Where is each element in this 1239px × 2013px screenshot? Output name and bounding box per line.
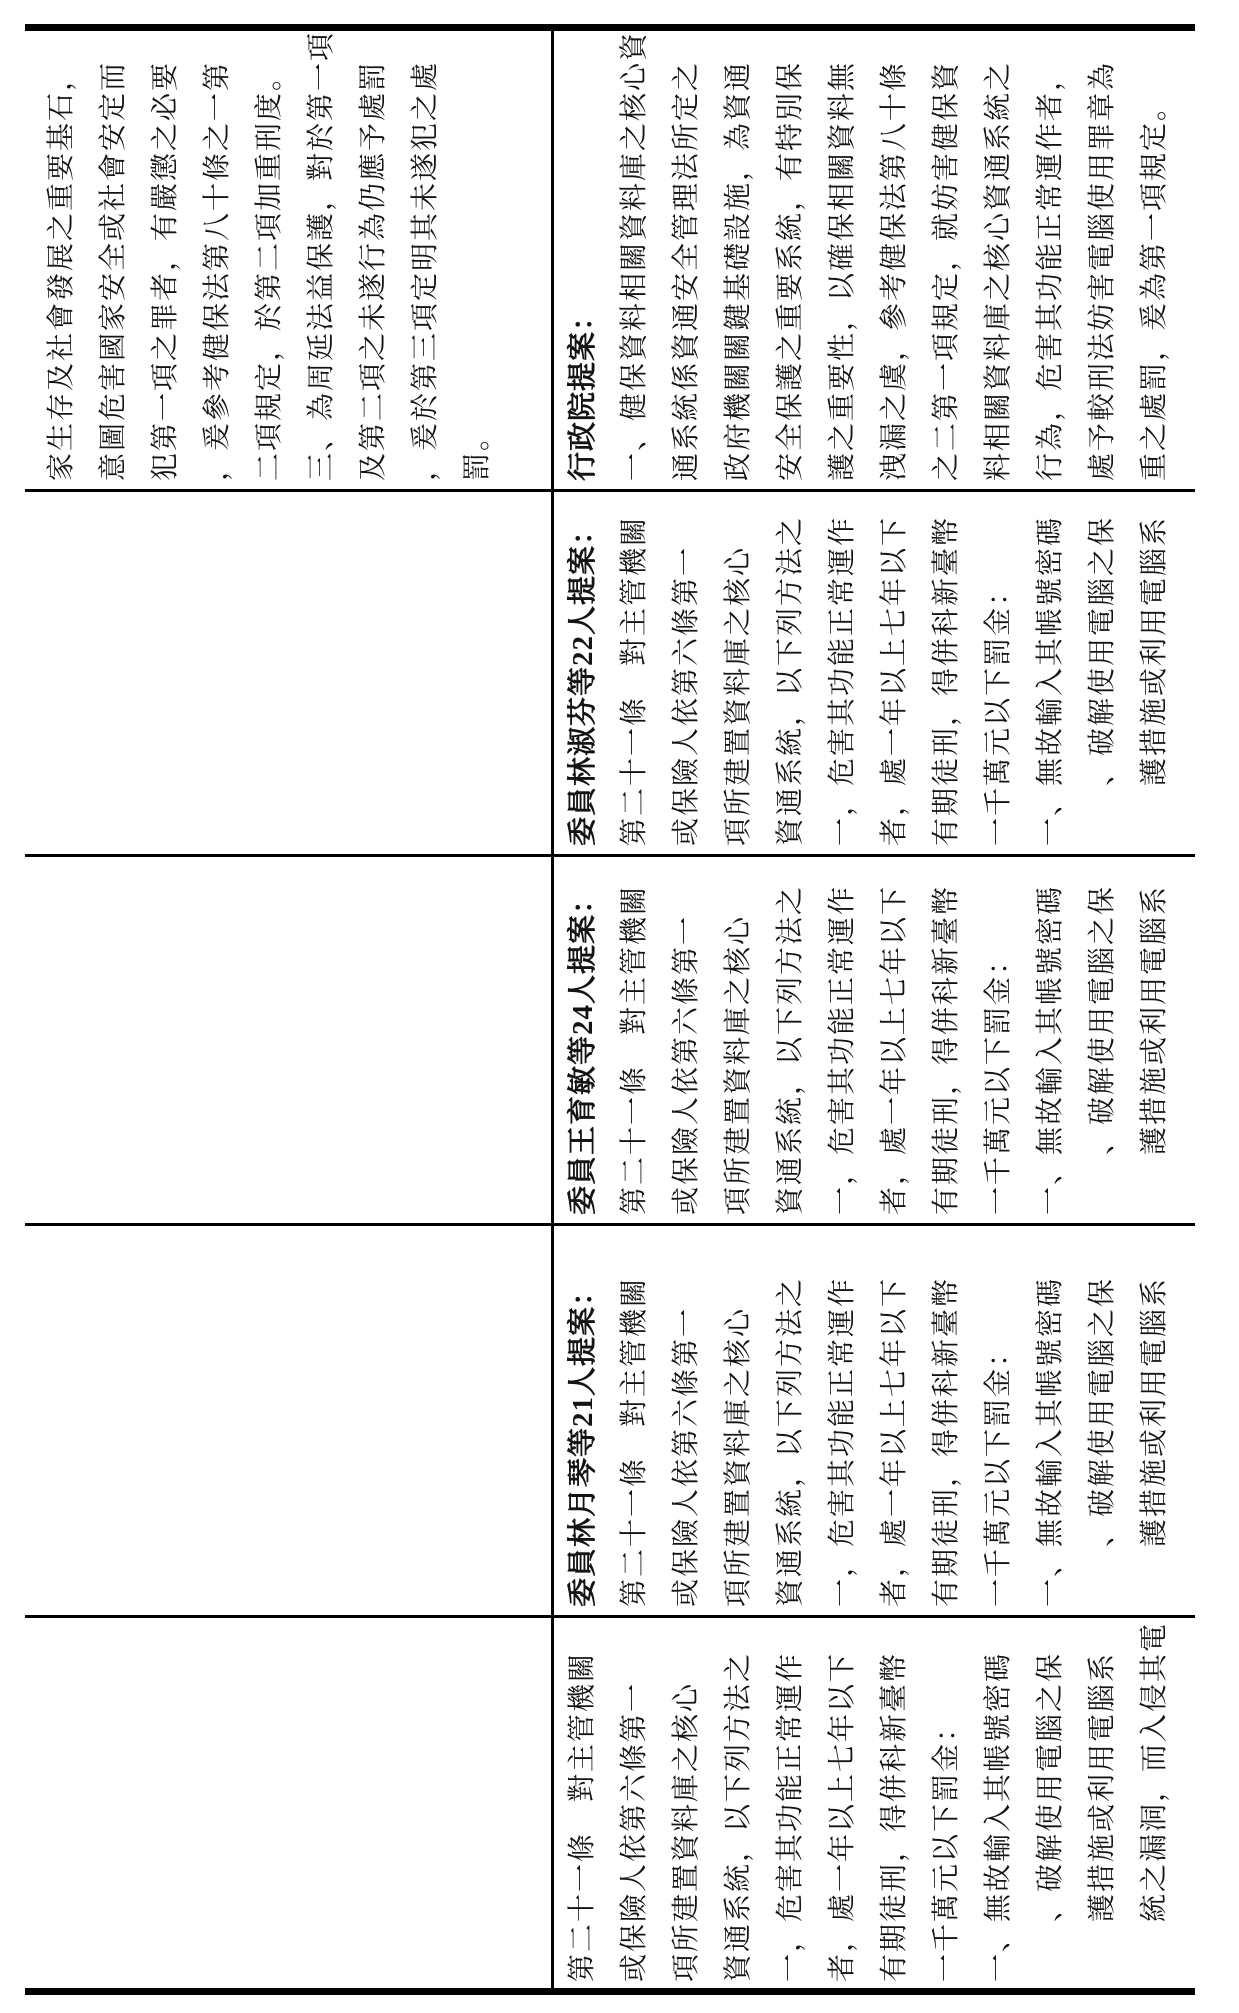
- text-line: 一千萬元以下罰金：: [931, 1711, 962, 1982]
- text-line: 護措施或利用電腦系: [1139, 884, 1170, 1215]
- text-line: 重之處罰，爰為第一項規定。: [1139, 90, 1170, 481]
- text-line: 、破解使用電腦之保: [1087, 515, 1118, 846]
- provision-cell: [554, 492, 1239, 852]
- text-line: 行為，危害其功能正常運作者，: [1035, 60, 1066, 481]
- text-line: 意圖危害國家安全或社會安定而: [98, 60, 129, 481]
- text-line: 洩漏之虞，參考健保法第八十條: [879, 60, 910, 481]
- text-line: 統之漏洞，而入侵其電: [1139, 1621, 1170, 1982]
- text-line: 護措施或利用電腦系: [1139, 515, 1170, 846]
- text-line: 資通系統，以下列方法之: [775, 884, 806, 1215]
- text-line: 者，處一年以上七年以下: [879, 515, 910, 846]
- text-line: 一千萬元以下罰金：: [983, 944, 1014, 1215]
- text-line: 家生存及社會發展之重要基石，: [46, 60, 77, 481]
- text-line: 、破解使用電腦之保: [1087, 884, 1118, 1215]
- text-line: 一，危害其功能正常運作: [827, 515, 858, 846]
- text-line: 料相關資料庫之核心資通系統之: [983, 60, 1014, 481]
- text-line: 處予較刑法妨害電腦使用罪章為: [1087, 60, 1118, 481]
- explanation-cell: [0, 31, 551, 487]
- text-line: 者，處一年以上七年以下: [827, 1651, 858, 1982]
- text-line: 之二第一項規定，就妨害健保資: [931, 60, 962, 481]
- proposal-column-lin-shu-fen-22: [0, 492, 1239, 852]
- text-line: 資通系統，以下列方法之: [775, 515, 806, 846]
- text-line: ，爰參考健保法第八十條之一第: [202, 60, 233, 481]
- text-line: 二項規定，於第二項加重刑度。: [254, 60, 285, 481]
- text-line: 、破解使用電腦之保: [1035, 1651, 1066, 1982]
- text-line: 資通系統，以下列方法之: [775, 1276, 806, 1607]
- text-line: 項所建置資料庫之核心: [723, 914, 754, 1215]
- text-line: 一千萬元以下罰金：: [983, 575, 1014, 846]
- provision-cell: [554, 857, 1239, 1221]
- table-rule-bottom-thick: [25, 1988, 1195, 1995]
- text-line: 或保險人依第六條第一: [671, 1306, 702, 1607]
- text-line: 第二十一條 對主管機關: [619, 1276, 650, 1607]
- text-line: 一，危害其功能正常運作: [775, 1651, 806, 1982]
- text-line: 第二十一條 對主管機關: [619, 515, 650, 846]
- text-line: 三、為周延法益保護，對於第一項: [306, 30, 337, 481]
- text-line: 第二十一條 對主管機關: [567, 1651, 598, 1982]
- text-line: ，爰於第三項定明其未遂犯之處: [410, 60, 441, 481]
- provision-cell: [554, 1226, 1239, 1613]
- text-line: 一，危害其功能正常運作: [827, 1276, 858, 1607]
- text-line: 一千萬元以下罰金：: [983, 1336, 1014, 1607]
- text-line: 一、無故輸入其帳號密碼: [983, 1651, 1014, 1982]
- text-line: 者，處一年以上七年以下: [879, 1276, 910, 1607]
- text-line: 及第二項之未遂行為仍應予處罰: [358, 60, 389, 481]
- proposal-header: 行政院提案：: [567, 300, 599, 481]
- text-line: 或保險人依第六條第一: [671, 545, 702, 846]
- text-line: 第二十一條 對主管機關: [619, 884, 650, 1215]
- text-line: 或保險人依第六條第一: [671, 914, 702, 1215]
- text-line: 一，危害其功能正常運作: [827, 884, 858, 1215]
- text-line: 、破解使用電腦之保: [1087, 1276, 1118, 1607]
- text-line: 有期徒刑，得併科新臺幣: [931, 884, 962, 1215]
- proposal-column-lin-yue-chin-21: [0, 1226, 1239, 1613]
- provision-cell: [554, 1618, 1239, 1988]
- text-line: 罰。: [462, 420, 493, 481]
- text-line: 項所建置資料庫之核心: [723, 545, 754, 846]
- text-line: 一、無故輸入其帳號密碼: [1035, 884, 1066, 1215]
- text-line: 有期徒刑，得併科新臺幣: [879, 1651, 910, 1982]
- text-line: 政府機關關鍵基礎設施，為資通: [723, 60, 754, 481]
- text-line: 者，處一年以上七年以下: [879, 884, 910, 1215]
- text-line: 安全保護之重要系統，有特別保: [775, 60, 806, 481]
- text-line: 護措施或利用電腦系: [1087, 1651, 1118, 1982]
- proposal-column-continued-proposal: [0, 1618, 1239, 1988]
- proposal-column-wang-yu-min-24: [0, 857, 1239, 1221]
- text-line: 犯第一項之罪者，有嚴懲之必要: [150, 60, 181, 481]
- proposal-column-executive-yuan: [0, 31, 1239, 487]
- proposal-header: 委員林月琴等21人提案：: [567, 1275, 599, 1607]
- text-line: 護措施或利用電腦系: [1139, 1276, 1170, 1607]
- text-line: 項所建置資料庫之核心: [671, 1681, 702, 1982]
- text-line: 有期徒刑，得併科新臺幣: [931, 515, 962, 846]
- text-line: 有期徒刑，得併科新臺幣: [931, 1276, 962, 1607]
- provision-cell: [554, 31, 1239, 487]
- proposal-header: 委員林淑芬等22人提案：: [567, 514, 599, 846]
- text-line: 一、無故輸入其帳號密碼: [1035, 1276, 1066, 1607]
- proposal-header: 委員王育敏等24人提案：: [567, 883, 599, 1215]
- text-line: 通系統係資通安全管理法所定之: [671, 60, 702, 481]
- text-line: 或保險人依第六條第一: [619, 1681, 650, 1982]
- text-line: 一、無故輸入其帳號密碼: [1035, 515, 1066, 846]
- table-rule-top-thick: [25, 24, 1195, 31]
- text-line: 項所建置資料庫之核心: [723, 1306, 754, 1607]
- text-line: 護之重要性，以確保相關資料無: [827, 60, 858, 481]
- text-line: 資通系統，以下列方法之: [723, 1651, 754, 1982]
- text-line: 一、健保資料相關資料庫之核心資: [619, 30, 650, 481]
